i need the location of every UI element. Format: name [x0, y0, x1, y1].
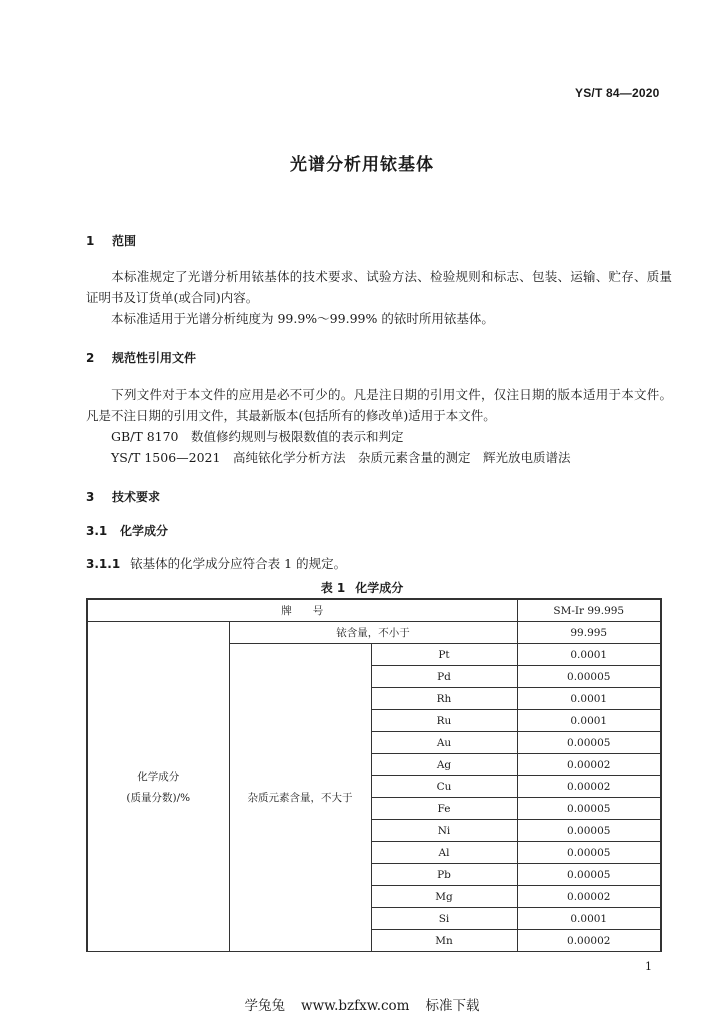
section-number: 3.1.1	[86, 557, 121, 571]
value-cell: 0.0001	[517, 688, 661, 710]
element-cell: Si	[371, 908, 517, 930]
document-title: 光谱分析用铱基体	[290, 155, 434, 175]
table-row	[87, 622, 661, 644]
value-cell: 0.0001	[517, 644, 661, 666]
section-3-1-heading	[86, 522, 168, 539]
row-group-label-cell: 化学成分 (质量分数)/%	[87, 622, 229, 952]
element-cell: Ag	[371, 754, 517, 776]
footer-site-url[interactable]: www.bzfxw.com	[301, 998, 410, 1014]
grade-value-cell: SM-Ir 99.995	[517, 599, 661, 622]
section-number: 2	[86, 351, 95, 365]
value-cell: 0.00005	[517, 842, 661, 864]
section-number: 1	[86, 234, 95, 248]
iridium-content-value-cell: 99.995	[517, 622, 661, 644]
table-caption-number: 表 1	[320, 581, 346, 595]
element-cell: Al	[371, 842, 517, 864]
section-title: 化学成分	[120, 524, 169, 538]
footer-site-tag: 标准下载	[425, 998, 480, 1014]
section-title: 范围	[112, 234, 137, 248]
section-3-heading	[86, 488, 160, 505]
section-title: 规范性引用文件	[112, 351, 197, 365]
section-1-paragraph-2: 本标准适用于光谱分析纯度为 99.9%～99.99% 的铱时所用铱基体。	[111, 311, 494, 326]
section-title: 技术要求	[112, 490, 161, 504]
section-2-heading	[86, 349, 196, 366]
element-cell: Pb	[371, 864, 517, 886]
section-2-paragraph: 下列文件对于本文件的应用是必不可少的。凡是注日期的引用文件，仅注日期的版本适用于本文件。凡是不注日期的引用文件，其最新版本(包括所有的修改单)适用于本文件。	[86, 387, 672, 423]
value-cell: 0.00005	[517, 732, 661, 754]
reference-item: GB/T 8170 数值修约规则与极限数值的表示和判定	[111, 429, 404, 444]
impurity-label-cell: 杂质元素含量，不大于	[229, 644, 371, 952]
element-cell: Pd	[371, 666, 517, 688]
value-cell: 0.00005	[517, 820, 661, 842]
footer-watermark	[0, 994, 724, 1014]
reference-item: YS/T 1506—2021 高纯铱化学分析方法 杂质元素含量的测定 辉光放电质谱法	[111, 450, 571, 465]
element-cell: Mg	[371, 886, 517, 908]
table-caption	[0, 579, 724, 596]
iridium-content-label-cell: 铱含量，不小于	[229, 622, 517, 644]
section-1-heading	[86, 232, 136, 249]
footer-site-name: 学兔兔	[244, 998, 286, 1014]
page-number: 1	[645, 960, 652, 973]
table-header-row	[87, 599, 661, 622]
value-cell: 0.00002	[517, 886, 661, 908]
value-cell: 0.00002	[517, 754, 661, 776]
value-cell: 0.00005	[517, 864, 661, 886]
section-number: 3.1	[86, 524, 108, 538]
element-cell: Fe	[371, 798, 517, 820]
element-cell: Ru	[371, 710, 517, 732]
value-cell: 0.00005	[517, 666, 661, 688]
element-cell: Cu	[371, 776, 517, 798]
element-cell: Ni	[371, 820, 517, 842]
section-1-paragraph-1: 本标准规定了光谱分析用铱基体的技术要求、试验方法、检验规则和标志、包装、运输、贮存、质量证明书及订货单(或合同)内容。	[86, 269, 672, 305]
element-cell: Au	[371, 732, 517, 754]
element-cell: Rh	[371, 688, 517, 710]
value-cell: 0.00005	[517, 798, 661, 820]
value-cell: 0.0001	[517, 908, 661, 930]
value-cell: 0.0001	[517, 710, 661, 732]
chemical-composition-table	[86, 598, 662, 952]
section-number: 3	[86, 490, 95, 504]
grade-label-cell: 牌 号	[87, 599, 517, 622]
standard-code: YS/T 84—2020	[575, 86, 660, 100]
element-cell: Pt	[371, 644, 517, 666]
section-3-1-1-text: 3.1.1 铱基体的化学成分应符合表 1 的规定。	[86, 556, 347, 571]
element-cell: Mn	[371, 930, 517, 952]
value-cell: 0.00002	[517, 776, 661, 798]
value-cell: 0.00002	[517, 930, 661, 952]
table-caption-title: 化学成分	[355, 581, 404, 595]
